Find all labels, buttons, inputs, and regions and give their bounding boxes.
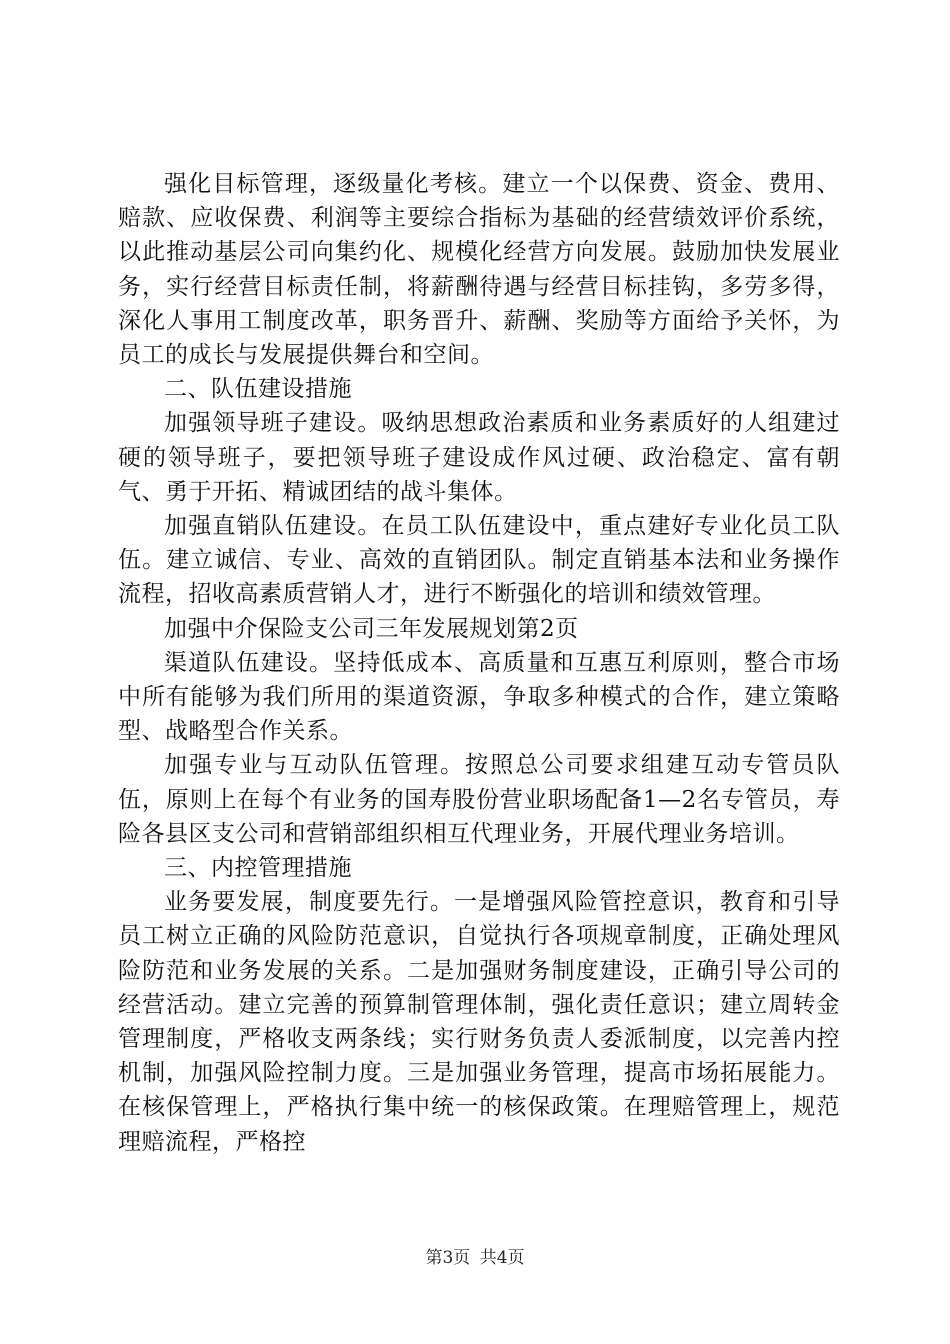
paragraph-channel-team: 渠道队伍建设。坚持低成本、高质量和互惠互利原则，整合市场中所有能够为我们所用的渠道资源，争取多种模式的合作，建立策略型、战略型合作关系。 <box>118 649 840 745</box>
document-body <box>118 167 840 1159</box>
paragraph-page-reference: 加强中介保险支公司三年发展规划第2页 <box>164 615 579 642</box>
section-heading-team-building: 二、队伍建设措施 <box>164 376 352 403</box>
paragraph-internal-control: 业务要发展，制度要先行。一是增强风险管控意识，教育和引导员工树立正确的风险防范意识，自觉执行各项规章制度，正确处理风险防范和业务发展的关系。二是加强财务制度建设，正确引导公司的经营活动。建立完善的预算制管理体制，强化责任意识；建立周转金管理制度，严格收支两条线；实行财务负责人委派制度，以完善内控机制，加强风险控制力度。三是加强业务管理，提高市场拓展能力。在核保管理上，严格执行集中统一的核保政策。在理赔管理上，规范理赔流程，严格控 <box>118 889 840 1155</box>
page-footer <box>0 1243 950 1268</box>
paragraph-direct-sales: 加强直销队伍建设。在员工队伍建设中，重点建好专业化员工队伍。建立诚信、专业、高效的直销团队。制定直销基本法和业务操作流程，招收高素质营销人才，进行不断强化的培训和绩效管理。 <box>118 513 840 608</box>
paragraph-target-management: 强化目标管理，逐级量化考核。建立一个以保费、资金、费用、赔款、应收保费、利润等主要综合指标为基础的经营绩效评价系统，以此推动基层公司向集约化、规模化经营方向发展。鼓励加快发展业务，实行经营目标责任制，将薪酬待遇与经营目标挂钩，多劳多得，深化人事用工制度改革，职务晋升、薪酬、奖励等方面给予关怀，为员工的成长与发展提供舞台和空间。 <box>118 171 840 369</box>
page-number: 第3页 <box>425 1248 471 1268</box>
page-total: 共4页 <box>479 1248 525 1268</box>
paragraph-interactive-team: 加强专业与互动队伍管理。按照总公司要求组建互动专管员队伍，原则上在每个有业务的国寿股份营业职场配备1—2名专管员，寿险各县区支公司和营销部组织相互代理业务，开展代理业务培训。 <box>118 752 840 847</box>
paragraph-leadership: 加强领导班子建设。吸纳思想政治素质和业务素质好的人组建过硬的领导班子，要把领导班子建设成作风过硬、政治稳定、富有朝气、勇于开拓、精诚团结的战斗集体。 <box>118 410 840 505</box>
section-heading-internal-control: 三、内控管理措施 <box>164 855 352 882</box>
